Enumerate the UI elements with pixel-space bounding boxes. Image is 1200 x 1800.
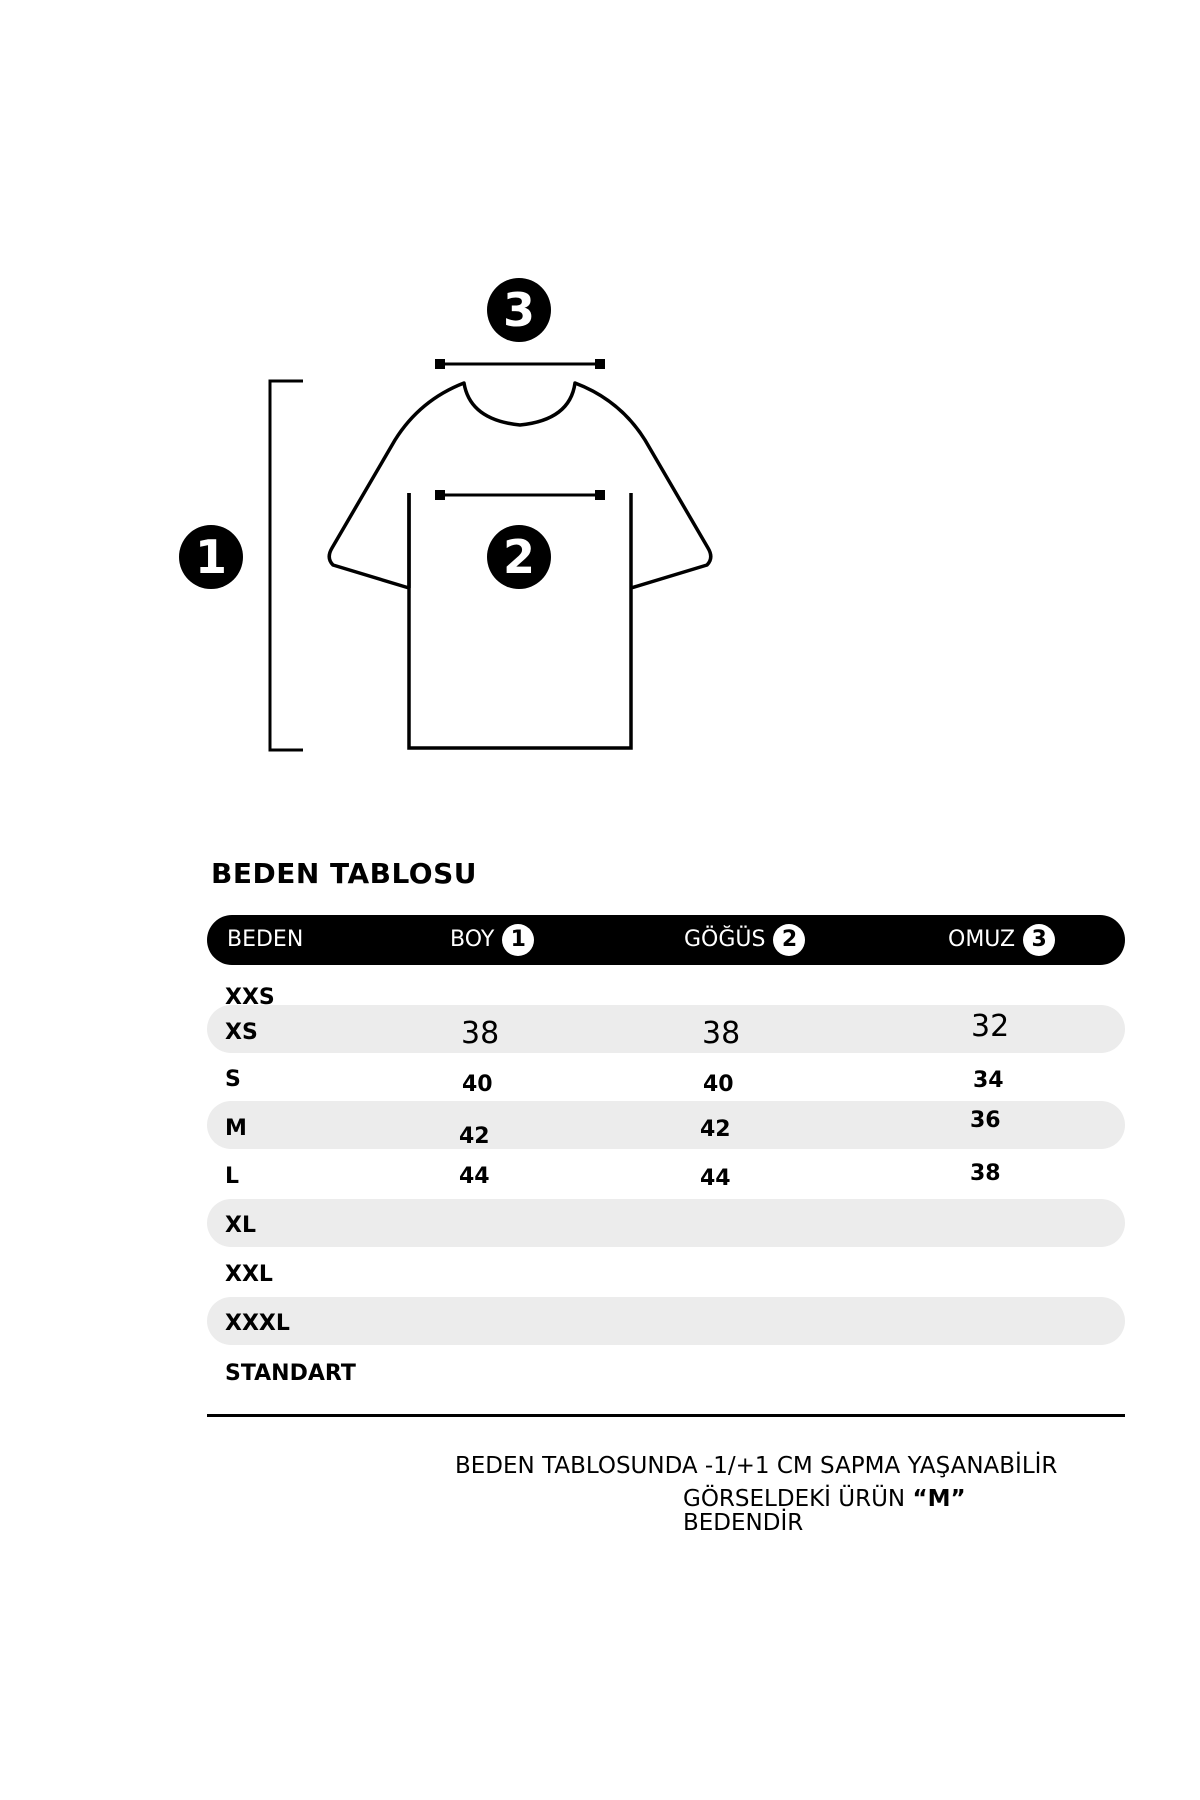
row-band-xxxl	[207, 1297, 1125, 1345]
s-shoulder: 34	[973, 1068, 1004, 1093]
size-standart: STANDART	[225, 1361, 356, 1386]
header-length-badge: 1	[502, 924, 534, 956]
header-size-label: BEDEN	[227, 927, 304, 952]
chest-badge: 2	[487, 525, 551, 589]
size-xxs: XXS	[225, 985, 275, 1010]
table-header	[207, 915, 1125, 965]
l-chest: 44	[700, 1166, 731, 1191]
header-length-label: BOY	[450, 927, 495, 952]
model-size-note	[683, 1487, 966, 1535]
m-chest: 42	[700, 1117, 731, 1142]
table-title: BEDEN TABLOSU	[211, 857, 478, 890]
m-shoulder: 36	[970, 1108, 1001, 1133]
size-xl: XL	[225, 1213, 256, 1238]
l-length: 44	[459, 1164, 490, 1189]
s-length: 40	[462, 1072, 493, 1097]
header-chest-label: GÖĞÜS	[684, 927, 766, 952]
header-size	[227, 915, 303, 965]
shoulder-badge: 3	[487, 278, 551, 342]
size-xxl: XXL	[225, 1262, 273, 1287]
xs-length: 38	[461, 1016, 500, 1051]
header-shoulder	[948, 915, 1055, 965]
model-size-value: “M”	[912, 1486, 966, 1512]
m-length: 42	[459, 1124, 490, 1149]
header-shoulder-label: OMUZ	[948, 927, 1016, 952]
header-length	[450, 915, 534, 965]
length-bracket	[270, 381, 303, 750]
row-band-xl	[207, 1199, 1125, 1247]
header-shoulder-badge: 3	[1023, 924, 1055, 956]
model-size-suffix: BEDENDİR	[683, 1510, 804, 1536]
xs-chest: 38	[702, 1016, 741, 1051]
size-m: M	[225, 1116, 247, 1141]
tshirt-outline	[0, 0, 1200, 820]
table-bottom-rule	[207, 1414, 1125, 1417]
header-chest-badge: 2	[773, 924, 805, 956]
size-s: S	[225, 1067, 241, 1092]
xs-shoulder: 32	[971, 1009, 1010, 1044]
header-chest	[684, 915, 805, 965]
l-shoulder: 38	[970, 1161, 1001, 1186]
size-xs: XS	[225, 1020, 258, 1045]
s-chest: 40	[703, 1072, 734, 1097]
length-badge: 1	[179, 525, 243, 589]
deviation-note: BEDEN TABLOSUNDA -1/+1 CM SAPMA YAŞANABİLİR	[455, 1453, 1058, 1479]
model-size-prefix: GÖRSELDEKİ ÜRÜN	[683, 1486, 913, 1512]
size-l: L	[225, 1164, 240, 1189]
size-xxxl: XXXL	[225, 1311, 290, 1336]
measurement-diagram	[0, 0, 1200, 820]
